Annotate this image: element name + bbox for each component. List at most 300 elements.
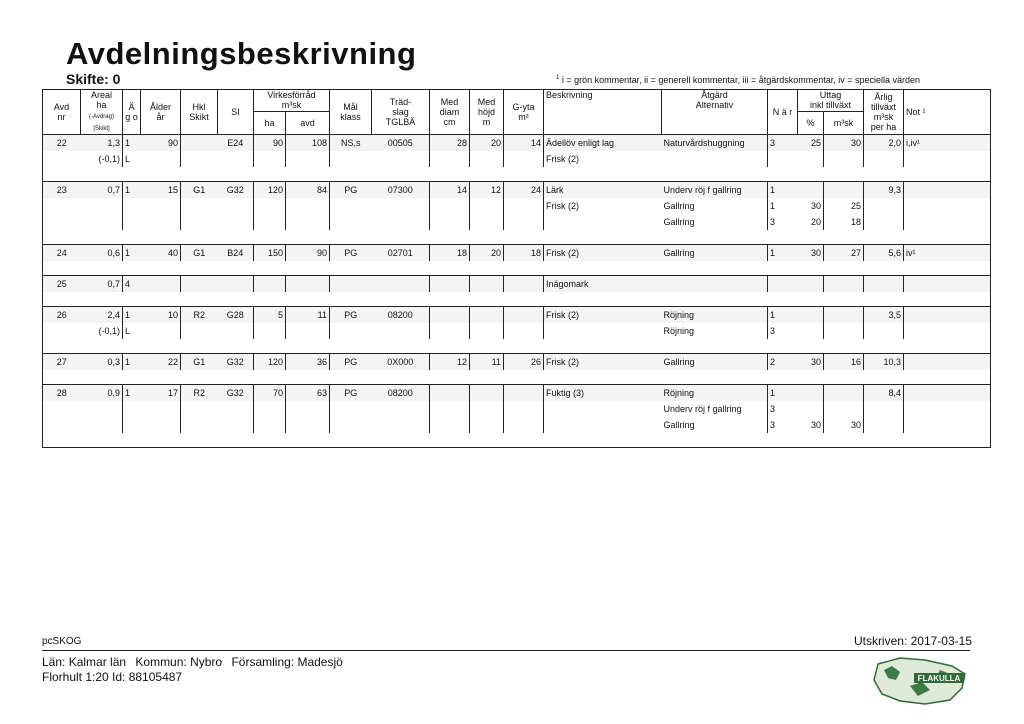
cell-alder <box>141 417 181 433</box>
cell-tglba <box>372 198 430 214</box>
spacer-cell <box>43 167 991 182</box>
cell-beskr: Frisk (2) <box>546 154 580 164</box>
cell-diam <box>430 307 470 324</box>
cell-gyta <box>504 323 544 339</box>
cell-mal: PG <box>330 385 372 402</box>
cell-gyta <box>504 151 544 167</box>
cell-ago: 1 <box>123 245 141 262</box>
cell-vha <box>254 151 286 167</box>
spacer-cell <box>43 261 991 276</box>
cell-gyta: 26 <box>504 354 544 371</box>
col-ago: Ä g o <box>123 90 141 135</box>
cell-atgard: Gallring <box>662 354 768 371</box>
cell-hkl <box>181 401 218 417</box>
cell-vavd: 36 <box>286 354 330 371</box>
cell-arlig <box>864 151 904 167</box>
footer-printed: Utskriven: 2017-03-15 <box>853 634 972 648</box>
cell-vavd: 90 <box>286 245 330 262</box>
col-virke: Virkesförråd m³sk <box>254 90 330 112</box>
cell-arlig: 3,5 <box>864 307 904 324</box>
cell-diam <box>430 214 470 230</box>
cell-tglba: 02701 <box>372 245 430 262</box>
cell-beskr: Frisk (2) <box>544 354 662 371</box>
cell-si <box>218 276 254 293</box>
col-nar: N ä r <box>768 90 798 135</box>
cell-pct: 30 <box>798 245 824 262</box>
cell-arlig: 10,3 <box>864 354 904 371</box>
cell-gyta <box>504 276 544 293</box>
footer-app: pcSKOG <box>42 636 82 647</box>
cell-diam <box>430 151 470 167</box>
cell-not <box>904 182 991 199</box>
cell-hkl: G1 <box>181 182 218 199</box>
cell-diam <box>430 385 470 402</box>
cell-hojd: 12 <box>470 182 504 199</box>
cell-arlig <box>864 401 904 417</box>
cell-areal: 0,3 <box>81 354 123 371</box>
cell-diam: 12 <box>430 354 470 371</box>
cell-arlig <box>864 323 904 339</box>
cell-m3: 16 <box>824 354 864 371</box>
cell-pct <box>798 182 824 199</box>
cell-avd <box>43 323 81 339</box>
cell-alder <box>141 401 181 417</box>
logo-text: FLAKULLA <box>917 674 961 683</box>
col-mal: Mål klass <box>330 90 372 135</box>
cell-m3: 27 <box>824 245 864 262</box>
table-row <box>43 417 991 433</box>
page-subtitle: Skifte: 0 <box>66 71 121 87</box>
cell-atgard <box>662 151 768 167</box>
col-uttag-m3: m³sk <box>824 111 864 134</box>
cell-mal: PG <box>330 245 372 262</box>
cell-hkl: G1 <box>181 245 218 262</box>
cell-atgard: Gallring <box>662 417 768 433</box>
cell-m3 <box>824 385 864 402</box>
cell-avd: 26 <box>43 307 81 324</box>
cell-tglba <box>372 401 430 417</box>
cell-m3: 30 <box>824 135 864 152</box>
cell-hojd <box>470 385 504 402</box>
legend-mark: 1 <box>556 75 560 81</box>
cell-vavd <box>286 276 330 293</box>
col-beskrivning: Beskrivning <box>544 90 662 135</box>
group-spacer <box>43 433 991 448</box>
cell-ago: 1 <box>123 307 141 324</box>
cell-atgard: Röjning <box>662 385 768 402</box>
cell-hkl <box>181 323 218 339</box>
cell-ago <box>123 214 141 230</box>
cell-si: E24 <box>218 135 254 152</box>
stand-group <box>43 354 991 385</box>
cell-nar: 1 <box>768 245 798 262</box>
cell-avd <box>43 151 81 167</box>
col-virke-ha: ha <box>254 111 286 134</box>
cell-alder <box>141 151 181 167</box>
cell-ago <box>123 417 141 433</box>
cell-hkl: R2 <box>181 385 218 402</box>
cell-arlig: 9,3 <box>864 182 904 199</box>
cell-ago: 1 <box>123 135 141 152</box>
cell-ago: 4 <box>123 276 141 293</box>
cell-mal <box>330 417 372 433</box>
cell-si <box>218 417 254 433</box>
cell-vha: 120 <box>254 354 286 371</box>
cell-areal <box>81 198 123 214</box>
stand-group <box>43 182 991 245</box>
cell-mal: NS,s <box>330 135 372 152</box>
cell-arlig <box>864 417 904 433</box>
cell-alder <box>141 198 181 214</box>
cell-tglba: 08200 <box>372 385 430 402</box>
cell-beskr <box>544 417 662 433</box>
footer-forsamling: Församling: Madesjö <box>231 655 343 669</box>
group-spacer <box>43 230 991 245</box>
cell-diam <box>430 401 470 417</box>
cell-hojd <box>470 198 504 214</box>
footer-property: Florhult 1:20 Id: 88105487 <box>42 670 183 684</box>
cell-avd: 27 <box>43 354 81 371</box>
table-row <box>43 245 991 262</box>
cell-si: B24 <box>218 245 254 262</box>
cell-beskr: Frisk (2) <box>544 245 662 262</box>
cell-ago: 1 <box>123 182 141 199</box>
cell-ago: L <box>125 326 131 336</box>
col-si: SI <box>218 90 254 135</box>
cell-not <box>904 151 991 167</box>
cell-atgard: Underv röj f gallring <box>662 401 768 417</box>
cell-arlig: 5,6 <box>864 245 904 262</box>
cell-gyta <box>504 417 544 433</box>
cell-vha: 70 <box>254 385 286 402</box>
cell-gyta: 24 <box>504 182 544 199</box>
cell-m3 <box>824 182 864 199</box>
cell-alder <box>141 214 181 230</box>
table-row <box>43 182 991 199</box>
cell-atgard: Röjning <box>662 307 768 324</box>
cell-hkl: R2 <box>181 307 218 324</box>
stand-group <box>43 245 991 276</box>
cell-mal: PG <box>330 182 372 199</box>
cell-avd <box>43 198 81 214</box>
cell-areal <box>81 214 123 230</box>
cell-ago <box>123 401 141 417</box>
cell-nar: 1 <box>768 182 798 199</box>
cell-si: G32 <box>218 385 254 402</box>
cell-not <box>904 401 991 417</box>
cell-si: G32 <box>218 182 254 199</box>
cell-not <box>904 198 991 214</box>
cell-atgard: Naturvårdshuggning <box>662 135 768 152</box>
cell-vavd: 11 <box>286 307 330 324</box>
col-arlig: Årlig tillväxt m³sk per ha <box>864 90 904 135</box>
col-gyta: G-yta m² <box>504 90 544 135</box>
cell-tglba <box>372 276 430 293</box>
cell-m3: 25 <box>824 198 864 214</box>
cell-vavd <box>286 214 330 230</box>
table-row <box>43 401 991 417</box>
cell-vavd <box>286 323 330 339</box>
spacer-cell <box>43 370 991 385</box>
cell-hojd <box>470 151 504 167</box>
cell-arlig <box>864 214 904 230</box>
cell-tglba: 07300 <box>372 182 430 199</box>
cell-vha: 150 <box>254 245 286 262</box>
cell-vavd <box>286 151 330 167</box>
cell-areal <box>81 417 123 433</box>
group-spacer <box>43 370 991 385</box>
cell-beskr: Frisk (2) <box>544 307 662 324</box>
cell-tglba: 00505 <box>372 135 430 152</box>
cell-arlig <box>864 198 904 214</box>
cell-gyta <box>504 307 544 324</box>
cell-nar: 2 <box>768 354 798 371</box>
cell-diam <box>430 417 470 433</box>
group-spacer <box>43 261 991 276</box>
cell-mal: PG <box>330 307 372 324</box>
cell-tglba <box>372 417 430 433</box>
cell-hkl <box>181 135 218 152</box>
col-areal: Areal ha (-Avdrag) [Skikt] <box>81 90 123 135</box>
cell-vha: 120 <box>254 182 286 199</box>
cell-gyta: 14 <box>504 135 544 152</box>
cell-gyta <box>504 198 544 214</box>
footer-divider <box>42 650 970 651</box>
cell-mal <box>330 151 372 167</box>
cell-beskr: Frisk (2) <box>546 201 580 211</box>
cell-not <box>904 354 991 371</box>
cell-mal <box>330 276 372 293</box>
cell-pct <box>798 323 824 339</box>
cell-m3 <box>824 307 864 324</box>
cell-pct: 30 <box>798 198 824 214</box>
cell-nar <box>768 151 798 167</box>
cell-si: G32 <box>218 354 254 371</box>
group-spacer <box>43 167 991 182</box>
cell-arlig: 8,4 <box>864 385 904 402</box>
col-hojd: Med höjd m <box>470 90 504 135</box>
col-virke-avd: avd <box>286 111 330 134</box>
cell-nar: 1 <box>768 385 798 402</box>
cell-vavd: 63 <box>286 385 330 402</box>
cell-mal <box>330 198 372 214</box>
group-spacer <box>43 339 991 354</box>
cell-beskr <box>544 323 662 339</box>
cell-hkl <box>181 151 218 167</box>
cell-avd: 28 <box>43 385 81 402</box>
flakulla-logo-icon <box>870 656 970 706</box>
cell-alder <box>141 276 181 293</box>
cell-alder: 10 <box>141 307 181 324</box>
cell-avd: 24 <box>43 245 81 262</box>
footer-location <box>42 655 349 669</box>
cell-si: G28 <box>218 307 254 324</box>
cell-vha: 5 <box>254 307 286 324</box>
cell-m3: 18 <box>824 214 864 230</box>
cell-hojd: 11 <box>470 354 504 371</box>
cell-avd: 23 <box>43 182 81 199</box>
cell-diam: 28 <box>430 135 470 152</box>
cell-pct <box>798 151 824 167</box>
cell-vha <box>254 198 286 214</box>
cell-nar: 1 <box>770 201 776 211</box>
cell-m3 <box>824 401 864 417</box>
cell-pct: 30 <box>798 354 824 371</box>
cell-vavd <box>286 417 330 433</box>
cell-mal <box>330 401 372 417</box>
cell-diam <box>430 198 470 214</box>
stand-table <box>42 89 991 448</box>
cell-tglba: 0X000 <box>372 354 430 371</box>
cell-avd <box>43 214 81 230</box>
spacer-cell <box>43 230 991 245</box>
cell-alder: 22 <box>141 354 181 371</box>
cell-alder: 40 <box>141 245 181 262</box>
cell-areal: (-0,1) <box>81 323 123 339</box>
cell-areal: 1,3 <box>81 135 123 152</box>
cell-diam <box>430 323 470 339</box>
cell-vavd: 108 <box>286 135 330 152</box>
cell-vavd: 84 <box>286 182 330 199</box>
table-row <box>43 151 991 167</box>
cell-diam: 14 <box>430 182 470 199</box>
cell-alder: 17 <box>141 385 181 402</box>
cell-atgard: Underv röj f gallring <box>662 182 768 199</box>
cell-hkl: G1 <box>181 354 218 371</box>
cell-alder: 15 <box>141 182 181 199</box>
cell-nar <box>768 276 798 293</box>
col-tradslag: Träd- slag TGLBÄ <box>372 90 430 135</box>
footer-kommun: Kommun: Nybro <box>135 655 223 669</box>
cell-pct: 20 <box>798 214 824 230</box>
cell-vha <box>254 323 286 339</box>
cell-tglba <box>372 151 430 167</box>
cell-hkl <box>181 276 218 293</box>
cell-beskr <box>544 401 662 417</box>
cell-nar: 3 <box>770 420 776 430</box>
table-row <box>43 214 991 230</box>
cell-ago <box>123 198 141 214</box>
cell-not <box>904 276 991 293</box>
cell-ago: 1 <box>123 385 141 402</box>
cell-si <box>218 151 254 167</box>
table-row <box>43 135 991 152</box>
cell-atgard: Röjning <box>662 323 768 339</box>
cell-gyta <box>504 214 544 230</box>
cell-beskr: Inägomark <box>544 276 662 293</box>
cell-si <box>218 401 254 417</box>
cell-hojd <box>470 307 504 324</box>
cell-atgard: Gallring <box>662 198 768 214</box>
table-header <box>43 90 991 135</box>
cell-not <box>904 307 991 324</box>
cell-pct: 25 <box>798 135 824 152</box>
table-row <box>43 307 991 324</box>
cell-si <box>218 323 254 339</box>
cell-vha: 90 <box>254 135 286 152</box>
cell-areal <box>81 401 123 417</box>
cell-pct <box>798 276 824 293</box>
cell-hojd <box>470 323 504 339</box>
cell-avd <box>43 401 81 417</box>
cell-vha <box>254 214 286 230</box>
comment-legend <box>556 75 920 85</box>
cell-m3: 30 <box>824 417 864 433</box>
cell-beskr <box>544 214 662 230</box>
cell-hkl <box>181 198 218 214</box>
cell-alder: 90 <box>141 135 181 152</box>
stand-group <box>43 135 991 182</box>
cell-nar: 1 <box>768 307 798 324</box>
col-hkl: Hkl Skikt <box>181 90 218 135</box>
cell-hojd: 20 <box>470 135 504 152</box>
cell-mal <box>330 323 372 339</box>
stand-group <box>43 385 991 448</box>
cell-vavd <box>286 198 330 214</box>
footer-lan: Län: Kalmar län <box>42 655 127 669</box>
col-not: Not ¹ <box>904 90 991 135</box>
cell-areal: 0,6 <box>81 245 123 262</box>
cell-arlig <box>864 276 904 293</box>
cell-vha <box>254 417 286 433</box>
col-atgard: Åtgärd Alternativ <box>662 90 768 135</box>
spacer-cell <box>43 433 991 448</box>
cell-not <box>904 417 991 433</box>
cell-vha <box>254 276 286 293</box>
cell-not: iv¹ <box>904 245 991 262</box>
col-uttag: Uttag inkl tillväxt <box>798 90 864 112</box>
cell-atgard <box>662 276 768 293</box>
cell-hkl <box>181 417 218 433</box>
cell-areal: 0,7 <box>81 276 123 293</box>
table-row <box>43 276 991 293</box>
cell-not <box>904 323 991 339</box>
cell-areal: 0,9 <box>81 385 123 402</box>
cell-tglba <box>372 214 430 230</box>
cell-hojd <box>470 214 504 230</box>
cell-avd: 25 <box>43 276 81 293</box>
cell-mal: PG <box>330 354 372 371</box>
cell-nar: 3 <box>770 326 776 336</box>
cell-atgard: Gallring <box>662 214 768 230</box>
cell-gyta: 18 <box>504 245 544 262</box>
page-title: Avdelningsbeskrivning <box>66 36 417 71</box>
group-spacer <box>43 292 991 307</box>
cell-si <box>218 198 254 214</box>
cell-avd <box>43 417 81 433</box>
cell-hojd: 20 <box>470 245 504 262</box>
cell-si <box>218 214 254 230</box>
cell-hojd <box>470 417 504 433</box>
stand-group <box>43 307 991 354</box>
cell-vha <box>254 401 286 417</box>
cell-tglba <box>372 323 430 339</box>
cell-mal <box>330 214 372 230</box>
spacer-cell <box>43 339 991 354</box>
cell-ago: L <box>125 154 131 164</box>
cell-pct: 30 <box>798 417 824 433</box>
cell-arlig: 2,0 <box>864 135 904 152</box>
col-alder: Ålder år <box>141 90 181 135</box>
legend-text: i = grön kommentar, ii = generell kommentar, iii = åtgärdskommentar, iv = speciella värden <box>561 75 921 85</box>
cell-hojd <box>470 401 504 417</box>
cell-nar: 3 <box>768 135 798 152</box>
cell-hkl <box>181 214 218 230</box>
cell-areal: 2,4 <box>81 307 123 324</box>
cell-pct <box>798 385 824 402</box>
col-diam: Med diam cm <box>430 90 470 135</box>
col-uttag-pct: % <box>798 111 824 134</box>
